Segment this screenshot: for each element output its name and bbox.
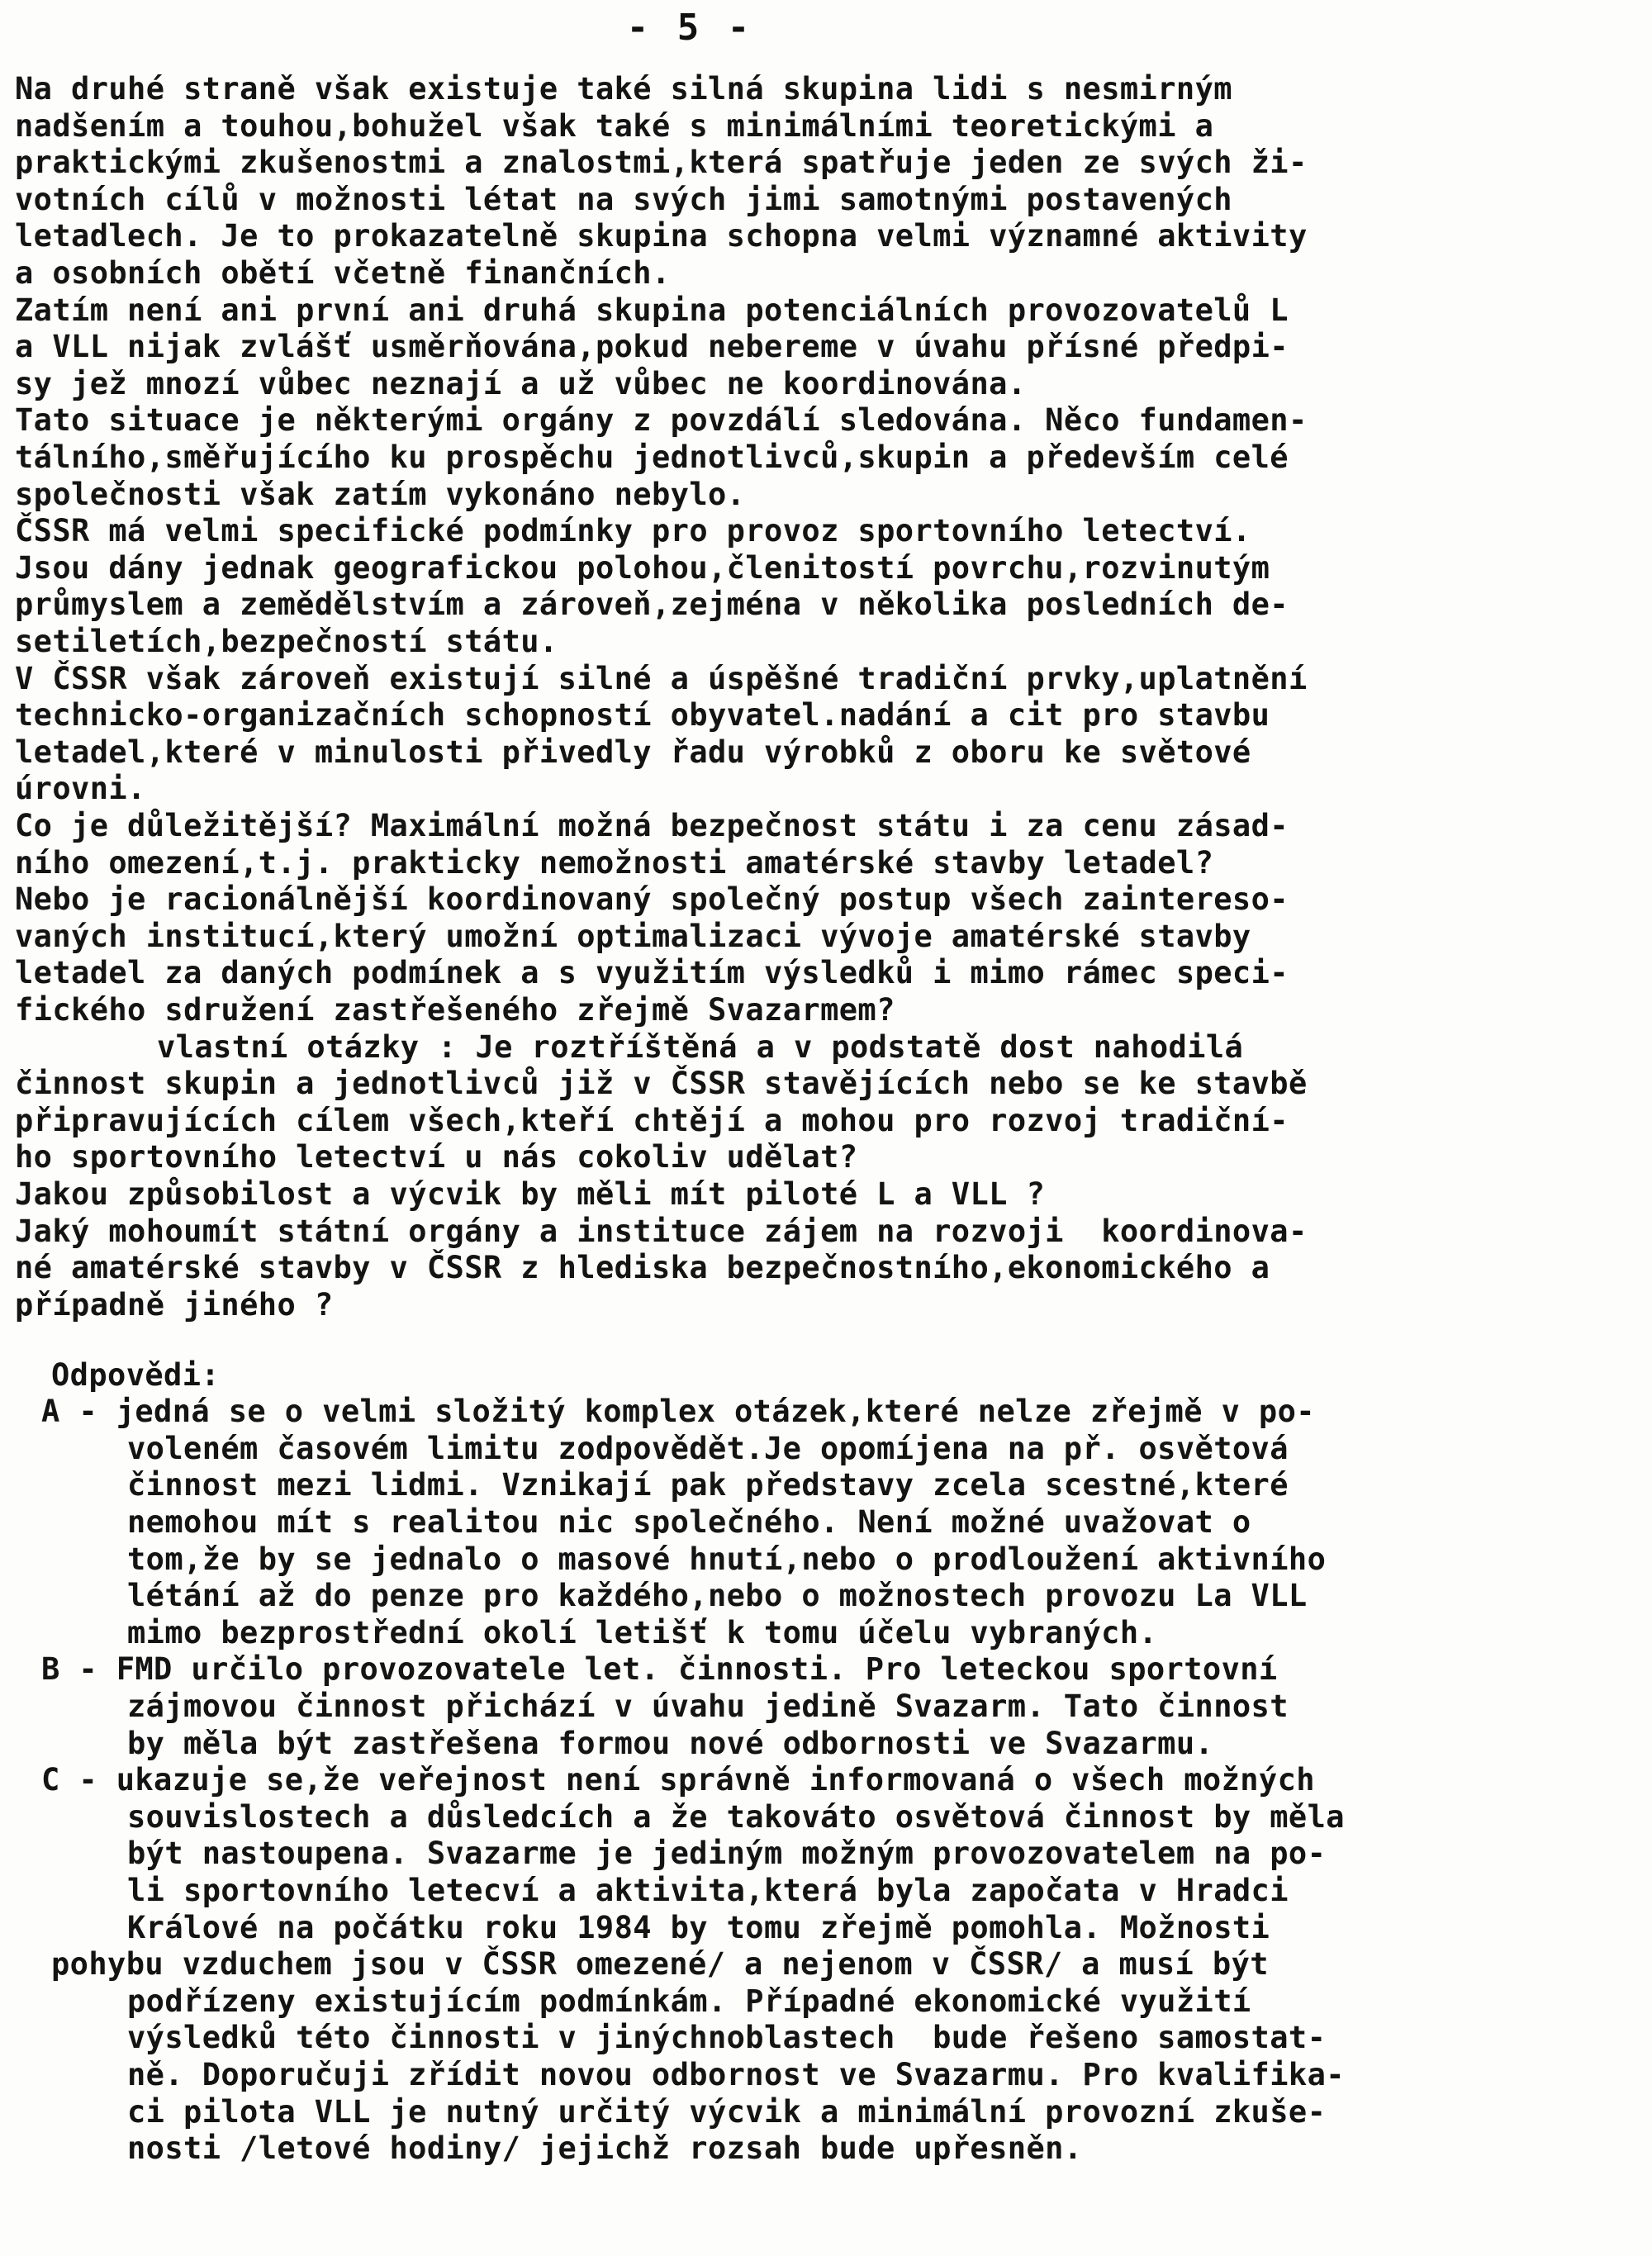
body-text-line: a VLL nijak zvlášť usměrňována,pokud nebereme v úvahu přísné předpi- [15,329,1289,365]
answer-a-line: A - jedná se o velmi složitý komplex otázek,které nelze zřejmě v po- [41,1394,1315,1430]
body-text-line: tálního,směřujícího ku prospěchu jednotlivců,skupin a především celé [15,439,1289,475]
body-text-line: společnosti však zatím vykonáno nebylo. [15,476,746,512]
body-text-line: letadel za daných podmínek a s využitím výsledků i mimo rámec speci- [15,955,1289,991]
answers-heading: Odpovědi: [51,1356,221,1393]
answer-a-line: mimo bezprostřední okolí letišť k tomu účelu vybraných. [127,1614,1158,1650]
question-text-line: připravujících cílem všech,kteří chtějí a mohou pro rozvoj tradiční- [15,1102,1289,1138]
answer-a-line: voleném časovém limitu zodpovědět.Je opomíjena na př. osvětová [127,1430,1289,1466]
body-text-line: Tato situace je některými orgány z povzdálí sledována. Něco fundamen- [15,402,1308,439]
body-text-line: technicko-organizačních schopností obyvatel.nadání a cit pro stavbu [15,697,1270,734]
answer-b-line: by měla být zastřešena formou nové odbornosti ve Svazarmu. [127,1725,1214,1761]
body-text-line: ČSSR má velmi specifické podmínky pro provoz sportovního letectví. [15,513,1251,549]
answer-c-line: výsledků této činnosti v jinýchnoblastech bude řešeno samostat- [127,2020,1327,2056]
body-text-line: Nebo je racionálnější koordinovaný společný postup všech zainteresо- [15,881,1289,918]
answer-c-line: být nastoupena. Svazarme je jediným možným provozovatelem na po- [127,1836,1327,1872]
answer-c-line: ci pilota VLL je nutný určitý výcvik a minimální provozní zkuše- [127,2093,1327,2130]
answer-b-line: B - FMD určilo provozovatele let. činnosti. Pro leteckou sportovní [41,1651,1278,1688]
body-text-line: fického sdružení zastřešeného zřejmě Svazarmem? [15,992,895,1028]
answer-c-line: nosti /letové hodiny/ jejichž rozsah bude upřesněn. [127,2130,1083,2167]
body-text-line: nadšením a touhou,bohužel však také s minimálními teoretickými a [15,107,1214,144]
body-text-line: průmyslem a zemědělstvím a zároveň,zejména v několika posledních de- [15,587,1289,623]
body-text-line: votních cílů v možnosti létat na svých jimi samotnými postavených [15,181,1232,217]
body-text-line: V ČSSR však zároveň existují silné a úspěšné tradiční prvky,uplatnění [15,660,1308,696]
page-number: - 5 - [626,7,753,49]
answer-a-line: činnost mezi lidmi. Vznikají pak představy zcela scestné,které [127,1467,1289,1503]
answer-c-line: podřízeny existujícím podmínkám. Případné ekonomické využití [127,1983,1251,2019]
answer-c-line: ně. Doporučuji zřídit novou odbornost ve Svazarmu. Pro kvalifika- [127,2056,1345,2092]
question-text-line: ho sportovního letectví u nás cokoliv udělat? [15,1139,858,1175]
body-text-line: Co je důležitější? Maximální možná bezpečnost státu i za cenu zásad- [15,808,1289,843]
body-text-line: letadel,které v minulosti přivedly řadu výrobků z oboru ke světové [15,734,1251,770]
body-text-line: ního omezení,t.j. prakticky nemožnosti amatérské stavby letadel? [15,844,1214,881]
answer-b-line: zájmovou činnost přichází v úvahu jedině Svazarm. Tato činnost [127,1688,1289,1724]
answer-a-line: tom,že by se jednalo o masové hnutí,nebo o prodloužení aktivního [127,1541,1327,1577]
question-text-line: vlastní otázky : Je roztříštěná a v podstatě dost nahodilá [157,1028,1244,1065]
body-text-line: praktickými zkušenostmi a znalostmi,která spatřuje jeden ze svých ži- [15,145,1308,181]
answer-a-line: nemohou mít s realitou nic společného. Není možné uvažovat o [127,1503,1251,1540]
answer-c-line: li sportovního letecví a aktivita,která byla započata v Hradci [127,1872,1289,1908]
body-text-line: Jsou dány jednak geografickou polohou,členitostí povrchu,rozvinutým [15,549,1270,586]
question-text-line: né amatérské stavby v ČSSR z hlediska bezpečnostního,ekonomického a [15,1250,1270,1286]
answer-c-line: Králové na počátku roku 1984 by tomu zřejmě pomohla. Možnosti [127,1909,1270,1945]
answer-a-line: létání až do penze pro každého,nebo o možnostech provozu La VLL [127,1578,1308,1614]
body-text-line: setiletích,bezpečností státu. [15,624,558,659]
question-text-line: Jakou způsobilost a výcvik by měli mít piloté L a VLL ? [15,1176,1046,1212]
body-text-line: a osobních obětí včetně finančních. [15,255,671,291]
body-text-line: letadlech. Je to prokazatelně skupina schopna velmi významné aktivity [15,218,1308,254]
question-text-line: Jaký mohoumít státní orgány a instituce zájem na rozvoji koordinova- [15,1213,1308,1249]
body-text-line: sy jež mnozí vůbec neznají a už vůbec ne koordinována. [15,365,1027,401]
body-text-line: vaných institucí,který umožní optimalizaci vývoje amatérské stavby [15,918,1251,954]
body-text-line: Na druhé straně však existuje také silná skupina lidi s nesmirným [15,71,1232,107]
question-text-line: případně jiného ? [15,1286,334,1323]
answer-c-line: C - ukazuje se,že veřejnost není správně informovaná o všech možných [41,1762,1315,1798]
question-text-line: činnost skupin a jednotlivců již v ČSSR stavějících nebo se ke stavbě [15,1066,1308,1102]
answer-c-line: souvislostech a důsledcích a že takováto osvětová činnost by měla [127,1798,1345,1835]
body-text-line: úrovni. [15,771,146,807]
answer-c-line: pohybu vzduchem jsou v ČSSR omezené/ a nejenom v ČSSR/ a musí být [51,1946,1269,1983]
body-text-line: Zatím není ani první ani druhá skupina potenciálních provozovatelů L [15,292,1289,328]
